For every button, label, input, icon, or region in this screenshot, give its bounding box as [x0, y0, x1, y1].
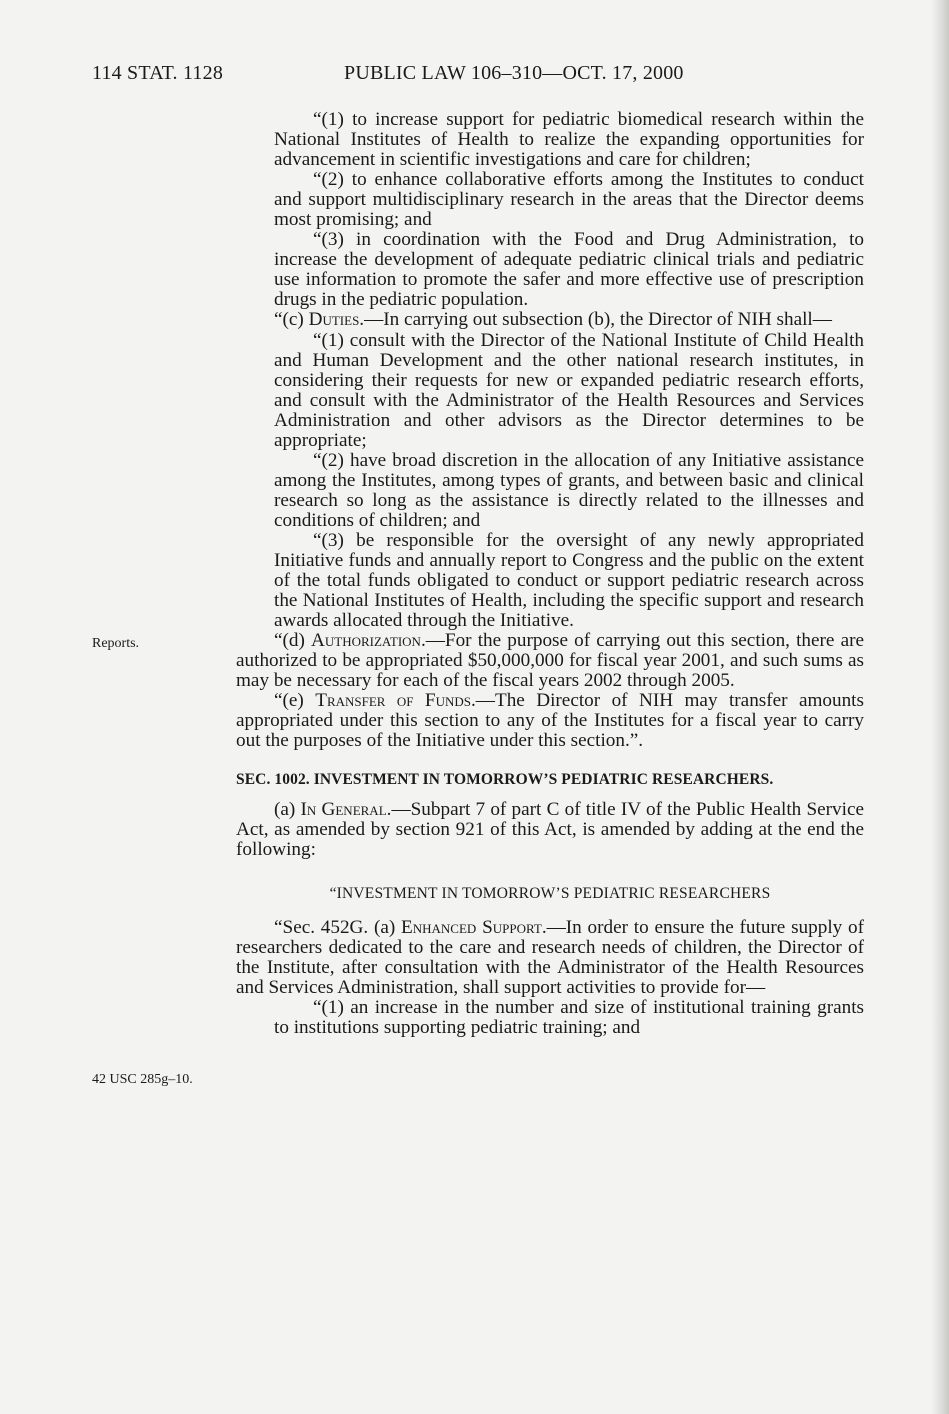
paragraph-c3: “(3) be responsible for the oversight of any newly appropriated Initiative funds and annually report to Congress and the public on the extent of the total funds obligated to conduct or support pediatric research across the National Institutes of Health, including the specific support and research awards allocated through the Initiative.	[274, 529, 864, 632]
paragraph-sec-452g-text: .—In order to ensure the future supply of researchers dedicated to the care and research needs of children, the Director of the Institute, after consultation with the Administrator of the Health Resources and Services Administration, shall support activities to provide for—	[236, 916, 864, 998]
heading-enhanced-support: Enhanced Support	[401, 916, 542, 938]
public-law-title: PUBLIC LAW 106–310—OCT. 17, 2000	[344, 62, 684, 84]
margin-note-reports: Reports.	[92, 636, 140, 651]
paragraph-452g-1: “(1) an increase in the number and size of institutional training grants to institutions supporting pediatric training; and	[274, 996, 864, 1038]
paragraph-c2: “(2) have broad discretion in the allocation of any Initiative assistance among the Institutes, among types of grants, and between basic and clinical research so long as the assistance is directly related to the illnesses and conditions of children; and	[274, 449, 864, 531]
heading-in-general: In General	[300, 798, 387, 820]
page-edge-shadow	[931, 0, 949, 1414]
paragraph-c1: “(1) consult with the Director of the National Institute of Child Health and Human Development and the other national research institutes, in considering their requests for new or expanded pediatric research efforts, and consult with the Administrator of the Health Resources and Services Administration and other advisors as the Director determines to be appropriate;	[274, 329, 864, 451]
center-heading: “INVESTMENT IN TOMORROW’S PEDIATRIC RESEARCHERS	[329, 884, 771, 902]
heading-authorization: Authorization	[311, 630, 421, 652]
paragraph-a-prefix: (a)	[274, 798, 301, 820]
paragraph-sec-452g	[236, 918, 864, 998]
paragraph-d-text: .—For the purpose of carrying out this section, there are authorized to be appropriated $50,000,000 for fiscal year 2001, and such sums as may be necessary for each of the fiscal years 2002 through 2005.	[236, 630, 864, 692]
paragraph-b3: “(3) in coordination with the Food and Drug Administration, to increase the development of adequate pediatric clinical trials and pediatric use information to promote the safer and more effective use of prescription drugs in the pediatric population.	[274, 229, 864, 311]
statute-page-number: 114 STAT. 1128	[92, 62, 224, 84]
document-body	[236, 110, 864, 1038]
paragraph-e-text: .—The Director of NIH may transfer amounts appropriated under this section to any of the Institutes for a fiscal year to carry out the purposes of the Initiative under this section.”.	[236, 690, 864, 752]
heading-transfer-of-funds: Transfer of Funds	[315, 690, 471, 712]
paragraph-c-text: .—In carrying out subsection (b), the Director of NIH shall—	[359, 309, 832, 331]
paragraph-e	[236, 691, 864, 751]
section-heading: SEC. 1002. INVESTMENT IN TOMORROW’S PEDIATRIC RESEARCHERS.	[236, 770, 774, 788]
paragraph-c-prefix: “(c)	[274, 309, 309, 331]
paragraph-sec-452g-prefix: “Sec. 452G. (a)	[274, 916, 402, 938]
paragraph-b1: “(1) to increase support for pediatric biomedical research within the National Institutes of Health to realize the expanding opportunities for advancement in scientific investigations and care for children;	[274, 109, 864, 171]
paragraph-d-prefix: “(d)	[274, 630, 312, 652]
paragraph-a	[236, 800, 864, 860]
margin-note-usc: 42 USC 285g–10.	[92, 1072, 193, 1087]
paragraph-d	[236, 631, 864, 691]
paragraph-a-text: .—Subpart 7 of part C of title IV of the Public Health Service Act, as amended by section 921 of this Act, is amended by adding at the end the following:	[236, 798, 864, 860]
paragraph-e-prefix: “(e)	[274, 690, 316, 712]
paragraph-c	[236, 310, 864, 330]
heading-duties: Duties	[308, 309, 360, 331]
paragraph-b2: “(2) to enhance collaborative efforts among the Institutes to conduct and support multidisciplinary research in the areas that the Director deems most promising; and	[274, 169, 864, 231]
